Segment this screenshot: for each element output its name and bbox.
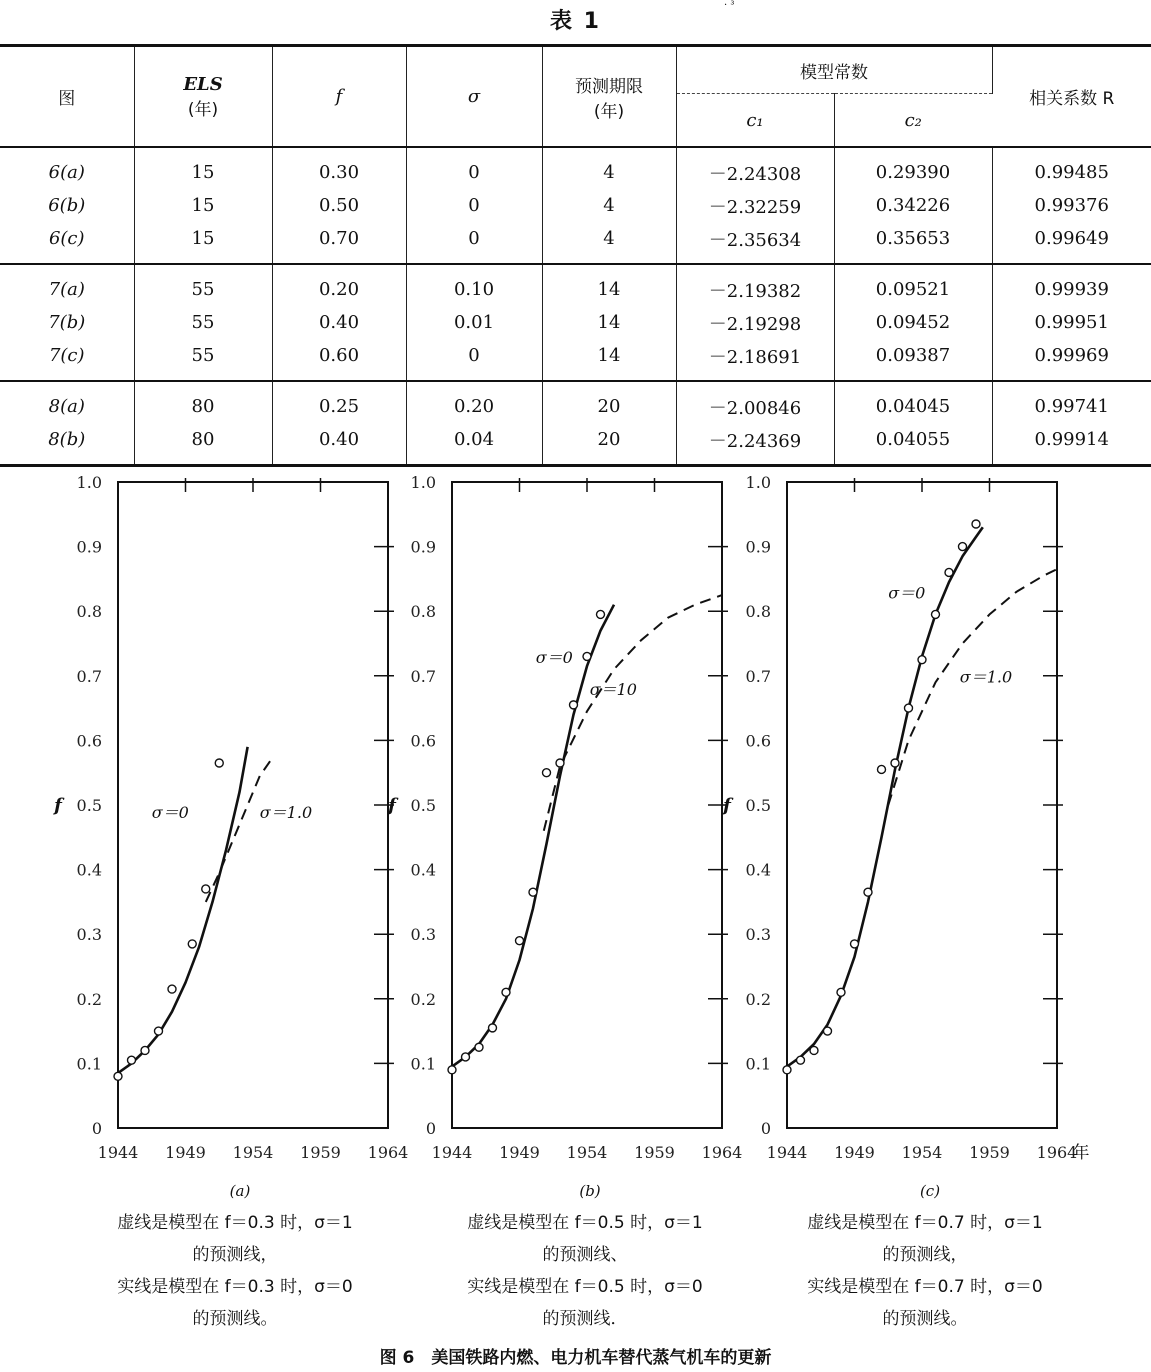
cell-fig: 6(c) [0, 222, 134, 264]
cell-sigma: 0 [406, 222, 542, 264]
caption-line: 的预测线、 [542, 1245, 628, 1265]
cell-c2: 0.09387 [834, 339, 992, 381]
header-horizon-unit: (年) [593, 101, 625, 122]
cell-f: 0.40 [272, 423, 406, 466]
data-point [202, 885, 210, 893]
cell-r: 0.99914 [992, 423, 1151, 466]
series-sigma-0-line [452, 605, 614, 1067]
data-point [851, 940, 859, 948]
cell-horizon: 14 [542, 339, 676, 381]
cell-c2: 0.09452 [834, 306, 992, 339]
y-tick-label: 0.8 [745, 602, 771, 622]
y-tick-label: 0.4 [76, 860, 102, 880]
y-tick-label: 0.9 [410, 537, 436, 557]
cell-els: 15 [134, 189, 272, 222]
cell-horizon: 4 [542, 189, 676, 222]
annotation-sigma-1: σ＝1.0 [259, 802, 313, 822]
data-point [959, 543, 967, 551]
cell-c1: －2.19298 [676, 306, 834, 339]
caption-line: 实线是模型在 f＝0.5 时，σ＝0 [467, 1277, 703, 1297]
x-tick-label: 1959 [300, 1143, 341, 1162]
data-point [918, 656, 926, 664]
table-row [0, 222, 1151, 264]
cell-fig: 8(b) [0, 423, 134, 466]
y-tick-label: 1.0 [410, 473, 436, 492]
data-point [516, 937, 524, 945]
annotation-sigma-0: σ＝0 [535, 647, 573, 667]
subfigure-caption [390, 1207, 780, 1335]
annotation-sigma-1: σ＝1.0 [959, 667, 1013, 687]
data-point [837, 988, 845, 996]
data-point [824, 1027, 832, 1035]
x-tick-label: 1954 [901, 1143, 943, 1162]
header-c2: c₂ [834, 94, 992, 148]
series-sigma-0-line [118, 747, 248, 1073]
data-point [489, 1024, 497, 1032]
cell-sigma: 0 [406, 147, 542, 189]
cell-r: 0.99951 [1034, 312, 1109, 333]
data-point [462, 1053, 470, 1061]
y-tick-label: 1.0 [76, 473, 102, 492]
data-point [864, 888, 872, 896]
cell-c1: －2.24369 [676, 423, 834, 466]
x-tick-label: 1964 [701, 1143, 743, 1162]
cell-c2: 0.04045 [834, 381, 992, 423]
cell-r: 0.99649 [992, 222, 1151, 264]
caption-line: 的预测线。 [882, 1309, 968, 1329]
header-sigma: σ [406, 46, 542, 148]
cell-r: 0.99741 [1034, 396, 1109, 417]
header-els [134, 46, 272, 148]
cell-c1: －2.32259 [676, 189, 834, 222]
cell-horizon: 4 [542, 147, 676, 189]
caption-line: 虚线是模型在 f＝0.5 时，σ＝1 [467, 1213, 703, 1233]
subfigure-letter: (a) [229, 1182, 251, 1200]
y-tick-label: 0 [425, 1119, 436, 1138]
y-tick-label: 0.4 [410, 860, 436, 880]
y-axis-label: f [388, 795, 396, 816]
y-tick-label: 0.9 [76, 537, 102, 557]
data-point [583, 652, 591, 660]
table-body [0, 147, 1151, 466]
cell-c1: －2.00846 [676, 381, 834, 423]
table-row [0, 306, 1151, 339]
data-point [155, 1027, 163, 1035]
cell-horizon: 20 [542, 423, 676, 466]
cell-els: 15 [134, 147, 272, 189]
y-tick-label: 0.6 [76, 731, 102, 751]
cell-r: 0.99485 [1034, 162, 1109, 183]
subfigure-caption [730, 1207, 1120, 1335]
y-tick-label: 0.7 [410, 666, 436, 686]
cell-sigma: 0.10 [406, 264, 542, 306]
cell-f: 0.70 [272, 222, 406, 264]
cell-fig: 7(a) [0, 264, 134, 306]
y-tick-label: 0 [760, 1119, 771, 1138]
cell-horizon: 20 [542, 381, 676, 423]
x-tick-label: 1959 [634, 1143, 675, 1162]
cell-els: 55 [134, 264, 272, 306]
caption-line: 的预测线， [882, 1245, 968, 1265]
cell-c2: 0.09521 [834, 264, 992, 306]
table-row [0, 147, 1151, 189]
y-axis-label: f [54, 795, 62, 816]
cell-f: 0.60 [272, 339, 406, 381]
y-tick-label: 0.2 [76, 989, 102, 1009]
caption-line: 虚线是模型在 f＝0.7 时，σ＝1 [807, 1213, 1043, 1233]
y-tick-label: 0.1 [745, 1054, 771, 1074]
data-point [972, 520, 980, 528]
data-point [168, 985, 176, 993]
y-tick-label: 0.3 [76, 925, 102, 945]
y-tick-label: 0.3 [410, 925, 436, 945]
figure-6-charts [0, 460, 1151, 1220]
y-tick-label: 0.5 [76, 796, 102, 815]
table-title: 表 1 [550, 9, 601, 34]
caption-line: 虚线是模型在 f＝0.3 时，σ＝1 [117, 1213, 353, 1233]
corner-mark: · ³ [724, 0, 735, 11]
x-tick-label: 1959 [969, 1143, 1010, 1162]
cell-els: 80 [134, 423, 272, 466]
data-point [556, 759, 564, 767]
data-point [810, 1046, 818, 1054]
cell-r: 0.99969 [992, 339, 1151, 381]
series-sigma-1-line [544, 595, 722, 831]
figure-caption: 图 6 美国铁路内燃、电力机车替代蒸气机车的更新 [379, 1348, 772, 1368]
subfigure-caption [40, 1207, 430, 1335]
header-model-constants: 模型常数 [676, 46, 992, 94]
subfigure-letter: (c) [919, 1182, 941, 1200]
cell-els: 15 [134, 222, 272, 264]
table-row [0, 381, 1151, 423]
cell-f: 0.30 [272, 147, 406, 189]
cell-c2: 0.34226 [834, 189, 992, 222]
x-tick-label: 1944 [766, 1143, 808, 1162]
y-axis-label: f [723, 795, 731, 816]
cell-r: 0.99376 [1034, 195, 1109, 216]
header-f: f [272, 46, 406, 148]
y-tick-label: 0.2 [745, 989, 771, 1009]
x-tick-label: 1944 [431, 1143, 473, 1162]
data-point [529, 888, 537, 896]
y-tick-label: 0 [91, 1119, 102, 1138]
cell-c2: 0.04055 [834, 423, 992, 466]
data-point [797, 1056, 805, 1064]
parameter-table [0, 44, 1151, 467]
header-horizon-label: 预测期限 [575, 76, 643, 97]
x-tick-label: 1964 [1036, 1143, 1078, 1162]
data-point [891, 759, 899, 767]
x-tick-label: 1949 [499, 1143, 540, 1162]
table-row [0, 189, 1151, 222]
data-point [128, 1056, 136, 1064]
header-c1: c₁ [676, 94, 834, 148]
cell-els: 55 [134, 339, 272, 381]
cell-horizon: 4 [542, 222, 676, 264]
x-tick-label: 1964 [367, 1143, 409, 1162]
y-tick-label: 0.1 [76, 1054, 102, 1074]
annotation-sigma-1: σ＝10 [589, 680, 637, 700]
cell-r: 0.99939 [1034, 279, 1109, 300]
caption-line: 的预测线． [542, 1309, 628, 1329]
y-tick-label: 0.9 [745, 537, 771, 557]
y-tick-label: 0.5 [410, 796, 436, 815]
cell-sigma: 0.01 [406, 306, 542, 339]
data-point [502, 988, 510, 996]
caption-line: 实线是模型在 f＝0.7 时，σ＝0 [807, 1277, 1043, 1297]
cell-c1: －2.35634 [676, 222, 834, 264]
series-sigma-1-line [206, 757, 273, 902]
series-sigma-0-line [787, 527, 983, 1066]
data-point [448, 1066, 456, 1074]
data-point [543, 769, 551, 777]
cell-sigma: 0.04 [406, 423, 542, 466]
table-row [0, 264, 1151, 306]
annotation-sigma-0: σ＝0 [888, 583, 926, 603]
cell-c1: －2.24308 [676, 147, 834, 189]
cell-horizon: 14 [542, 264, 676, 306]
y-tick-label: 0.7 [76, 666, 102, 686]
y-tick-label: 0.6 [410, 731, 436, 751]
cell-c2: 0.35653 [834, 222, 992, 264]
y-tick-label: 0.4 [745, 860, 771, 880]
cell-fig: 6(b) [0, 189, 134, 222]
annotation-sigma-0: σ＝0 [151, 802, 189, 822]
data-point [215, 759, 223, 767]
cell-sigma: 0 [406, 189, 542, 222]
data-point [141, 1046, 149, 1054]
header-els-label: ELS [183, 73, 223, 95]
cell-fig: 6(a) [0, 147, 134, 189]
caption-line: 的预测线， [192, 1245, 278, 1265]
cell-f: 0.25 [272, 381, 406, 423]
x-tick-label: 1954 [566, 1143, 608, 1162]
table-row [0, 339, 1151, 381]
cell-f: 0.20 [272, 264, 406, 306]
data-point [905, 704, 913, 712]
y-tick-label: 0.7 [745, 666, 771, 686]
cell-sigma: 0 [406, 339, 542, 381]
x-tick-label: 1949 [165, 1143, 206, 1162]
data-point [945, 568, 953, 576]
data-point [597, 610, 605, 618]
cell-f: 0.40 [272, 306, 406, 339]
y-tick-label: 1.0 [745, 473, 771, 492]
y-tick-label: 0.8 [76, 602, 102, 622]
cell-fig: 7(c) [0, 339, 134, 381]
cell-c2: 0.29390 [834, 147, 992, 189]
x-tick-label: 1949 [834, 1143, 875, 1162]
cell-els: 55 [134, 306, 272, 339]
y-tick-label: 0.3 [745, 925, 771, 945]
header-els-unit: (年) [187, 99, 219, 120]
caption-line: 的预测线。 [192, 1309, 278, 1329]
y-tick-label: 0.6 [745, 731, 771, 751]
y-tick-label: 0.8 [410, 602, 436, 622]
x-tick-label: 1954 [232, 1143, 274, 1162]
data-point [114, 1072, 122, 1080]
subfigure-letter: (b) [579, 1182, 601, 1200]
header-horizon [542, 46, 676, 148]
cell-els: 80 [134, 381, 272, 423]
x-tick-label: 1944 [97, 1143, 139, 1162]
cell-fig: 8(a) [0, 381, 134, 423]
cell-sigma: 0.20 [406, 381, 542, 423]
cell-horizon: 14 [542, 306, 676, 339]
data-point [570, 701, 578, 709]
header-fig: 图 [0, 46, 134, 148]
cell-c1: －2.19382 [676, 264, 834, 306]
data-point [783, 1066, 791, 1074]
header-r: 相关系数 R [992, 46, 1151, 148]
cell-f: 0.50 [272, 189, 406, 222]
data-point [188, 940, 196, 948]
data-point [475, 1043, 483, 1051]
y-tick-label: 0.1 [410, 1054, 436, 1074]
x-axis-label: 年 [1072, 1143, 1090, 1163]
data-point [932, 610, 940, 618]
y-tick-label: 0.2 [410, 989, 436, 1009]
cell-c1: －2.18691 [676, 339, 834, 381]
y-tick-label: 0.5 [745, 796, 771, 815]
caption-line: 实线是模型在 f＝0.3 时，σ＝0 [117, 1277, 353, 1297]
cell-fig: 7(b) [0, 306, 134, 339]
data-point [878, 765, 886, 773]
